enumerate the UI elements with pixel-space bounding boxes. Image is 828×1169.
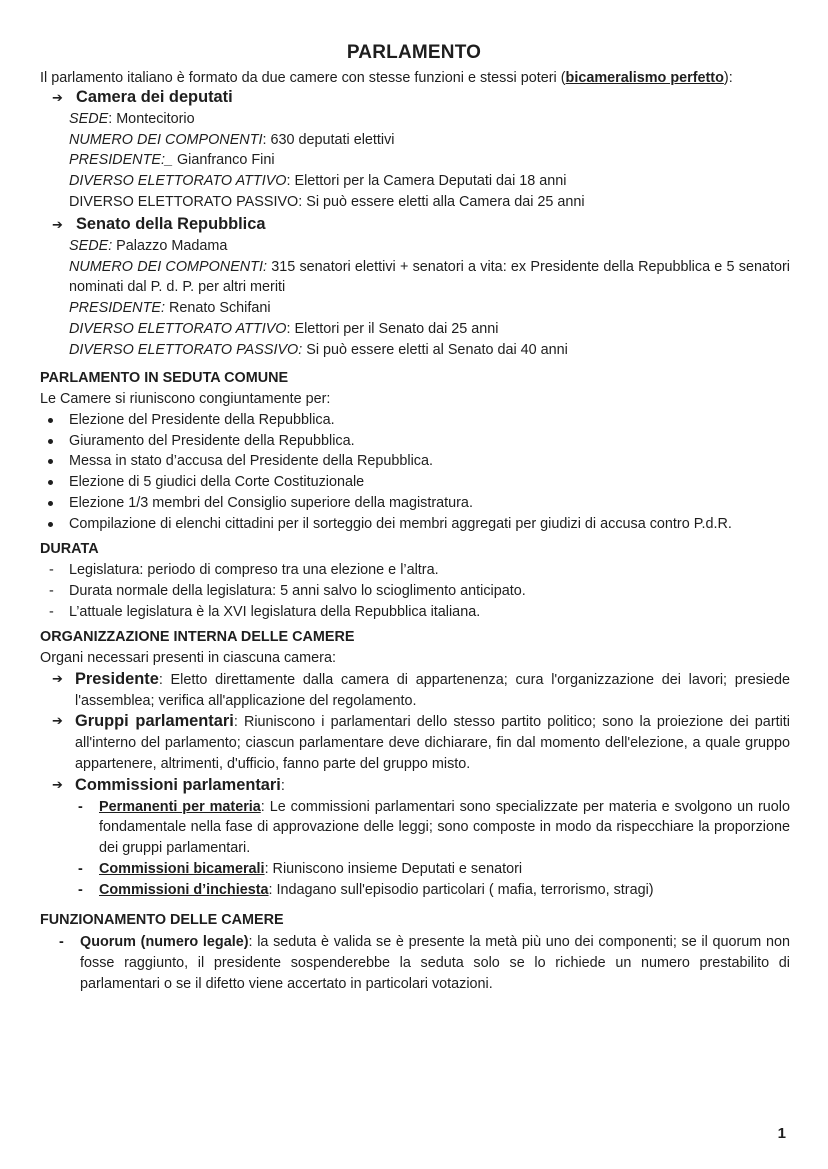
durata-list: [40, 560, 790, 622]
intro-end: ):: [723, 70, 733, 86]
page-number: 1: [777, 1125, 786, 1143]
label: DIVERSO ELETTORATO PASSIVO:: [69, 341, 303, 358]
arrow-icon: ➔: [52, 713, 63, 729]
intro-paragraph: [40, 68, 800, 89]
funzionamento-section: [40, 932, 790, 994]
organizzazione-heading: ORGANIZZAZIONE INTERNA DELLE CAMERE: [40, 629, 355, 645]
page-title: PARLAMENTO: [346, 42, 482, 63]
value: : Elettori per la Camera Deputati dai 18 anni: [286, 173, 567, 190]
camera-presidente: [40, 150, 790, 171]
funzionamento-list: [40, 932, 790, 994]
text: : la seduta è valida se è presente la metà più uno dei componenti; se il quorum non fosse raggiunto, il presidente sospenderebbe la seduta solo se lo richiede un numero prestabilito di parlamentari o se il difetto viene accertato in particolari votazioni.: [80, 934, 790, 992]
label: SEDE: [69, 110, 109, 127]
arrow-icon: ➔: [52, 90, 63, 105]
value: Si può essere eletti al Senato dai 40 anni: [302, 341, 568, 358]
senato-heading-row: [40, 214, 790, 236]
senato-heading: Senato della Repubblica: [76, 215, 266, 233]
value: : Montecitorio: [108, 110, 195, 127]
text: : Le commissioni parlamentari sono specializzate per materia e svolgono un ruolo fondamentale nella fase di approvazione delle leggi; sono composte in modo da rispecchiare la proporzione dei gruppi parlamentari.: [99, 798, 790, 857]
list-item: - L’attuale legislatura è la XVI legislatura della Repubblica italiana.: [40, 602, 790, 623]
list-item: Elezione 1/3 membri del Consiglio superiore della magistratura.: [40, 493, 790, 514]
org-gruppi: [40, 711, 790, 774]
value: 315 senatori elettivi + senatori a vita: ex Presidente della Repubblica e 5 senatori nominati dal P. d. P. per altri meriti: [69, 258, 791, 296]
label: DIVERSO ELETTORATO ATTIVO: [69, 173, 287, 190]
senato-section: [40, 214, 790, 361]
senato-attivo: [40, 319, 790, 340]
label: Commissioni d’inchiesta: [99, 881, 269, 898]
list-item: [40, 880, 790, 901]
durata-section: [40, 560, 790, 622]
list-item: Elezione del Presidente della Repubblica.: [40, 410, 790, 431]
list-item: Messa in stato d’accusa del Presidente della Repubblica.: [40, 451, 790, 472]
camera-sede: [40, 109, 790, 130]
list-item: - Legislatura: periodo di compreso tra una elezione e l’altra.: [40, 560, 790, 581]
value: Palazzo Madama: [112, 237, 228, 254]
list-item: Elezione di 5 giudici della Corte Costituzionale: [40, 472, 790, 493]
funzionamento-heading: FUNZIONAMENTO DELLE CAMERE: [40, 912, 284, 928]
list-item: [40, 797, 790, 859]
list-item: - Durata normale della legislatura: 5 anni salvo lo scioglimento anticipato.: [40, 581, 790, 602]
seduta-intro: Le Camere si riuniscono congiuntamente per:: [40, 391, 331, 407]
camera-section: [40, 87, 790, 213]
camera-attivo: [40, 171, 790, 192]
value: Renato Schifani: [164, 300, 271, 317]
senato-passivo: [40, 340, 790, 361]
org-presidente-label: Presidente: [75, 669, 159, 688]
organizzazione-section: [40, 648, 790, 901]
label: PRESIDENTE: [69, 152, 161, 169]
label: PRESIDENTE:: [69, 300, 165, 317]
intro-text: Il parlamento italiano è formato da due camere con stesse funzioni e stessi poteri (: [40, 70, 566, 86]
intro-bold: bicameralismo perfetto: [565, 70, 724, 86]
seduta-list: [40, 410, 790, 535]
value: : Elettori per il Senato dai 25 anni: [286, 320, 499, 337]
label: Quorum (numero legale): [80, 934, 249, 950]
commissioni-list: [40, 797, 790, 901]
org-commissioni-colon: :: [280, 777, 285, 794]
label: NUMERO DEI COMPONENTI:: [69, 258, 267, 275]
org-presidente-text: : Eletto direttamente dalla camera di appartenenza; cura l'organizzazione dei lavori; presiede l'assemblea; verifica all'applicazione del regolamento.: [75, 671, 790, 709]
org-presidente: [40, 669, 790, 712]
seduta-section: [40, 389, 790, 535]
label: SEDE:: [69, 237, 113, 254]
camera-numero: [40, 130, 790, 151]
durata-heading: DURATA: [40, 541, 99, 557]
arrow-icon: ➔: [52, 670, 63, 686]
separator: :_: [160, 152, 173, 169]
seduta-heading: PARLAMENTO IN SEDUTA COMUNE: [40, 370, 289, 386]
camera-heading-row: [40, 87, 790, 109]
org-gruppi-text: : Riuniscono i parlamentari dello stesso partito politico; sono la proiezione dei partiti all'interno del parlamento; ciascun parlamentare deve dichiarare, fin dal momento dell'elezione, a quale gruppo appartenere, altrimenti, d'ufficio, fanno parte del gruppo misto.: [75, 714, 790, 772]
camera-heading: Camera dei deputati: [76, 88, 233, 106]
camera-passivo: DIVERSO ELETTORATO PASSIVO: Si può essere eletti alla Camera dai 25 anni: [69, 193, 585, 210]
arrow-icon: ➔: [52, 776, 63, 792]
list-item: [40, 859, 790, 880]
arrow-icon: ➔: [52, 217, 63, 232]
label: Commissioni bicamerali: [99, 860, 265, 877]
senato-sede: [40, 236, 790, 257]
org-commissioni: [40, 775, 790, 797]
senato-numero: [40, 257, 790, 299]
label: Permanenti per materia: [99, 798, 261, 815]
text: : Indagano sull'episodio particolari ( mafia, terrorismo, stragi): [268, 881, 654, 898]
org-gruppi-label: Gruppi parlamentari: [75, 712, 234, 731]
org-commissioni-label: Commissioni parlamentari: [75, 775, 281, 794]
organizzazione-intro: Organi necessari presenti in ciascuna camera:: [40, 650, 336, 666]
list-item: Giuramento del Presidente della Repubblica.: [40, 431, 790, 452]
value: : 630 deputati elettivi: [262, 131, 395, 148]
value: Gianfranco Fini: [172, 152, 275, 169]
list-item: [40, 932, 790, 994]
list-item: Compilazione di elenchi cittadini per il sorteggio dei membri aggregati per giudizi di accusa contro P.d.R.: [40, 514, 790, 535]
label: NUMERO DEI COMPONENTI: [69, 131, 263, 148]
label: DIVERSO ELETTORATO ATTIVO: [69, 320, 287, 337]
senato-presidente: [40, 298, 790, 319]
text: : Riuniscono insieme Deputati e senatori: [264, 860, 523, 877]
